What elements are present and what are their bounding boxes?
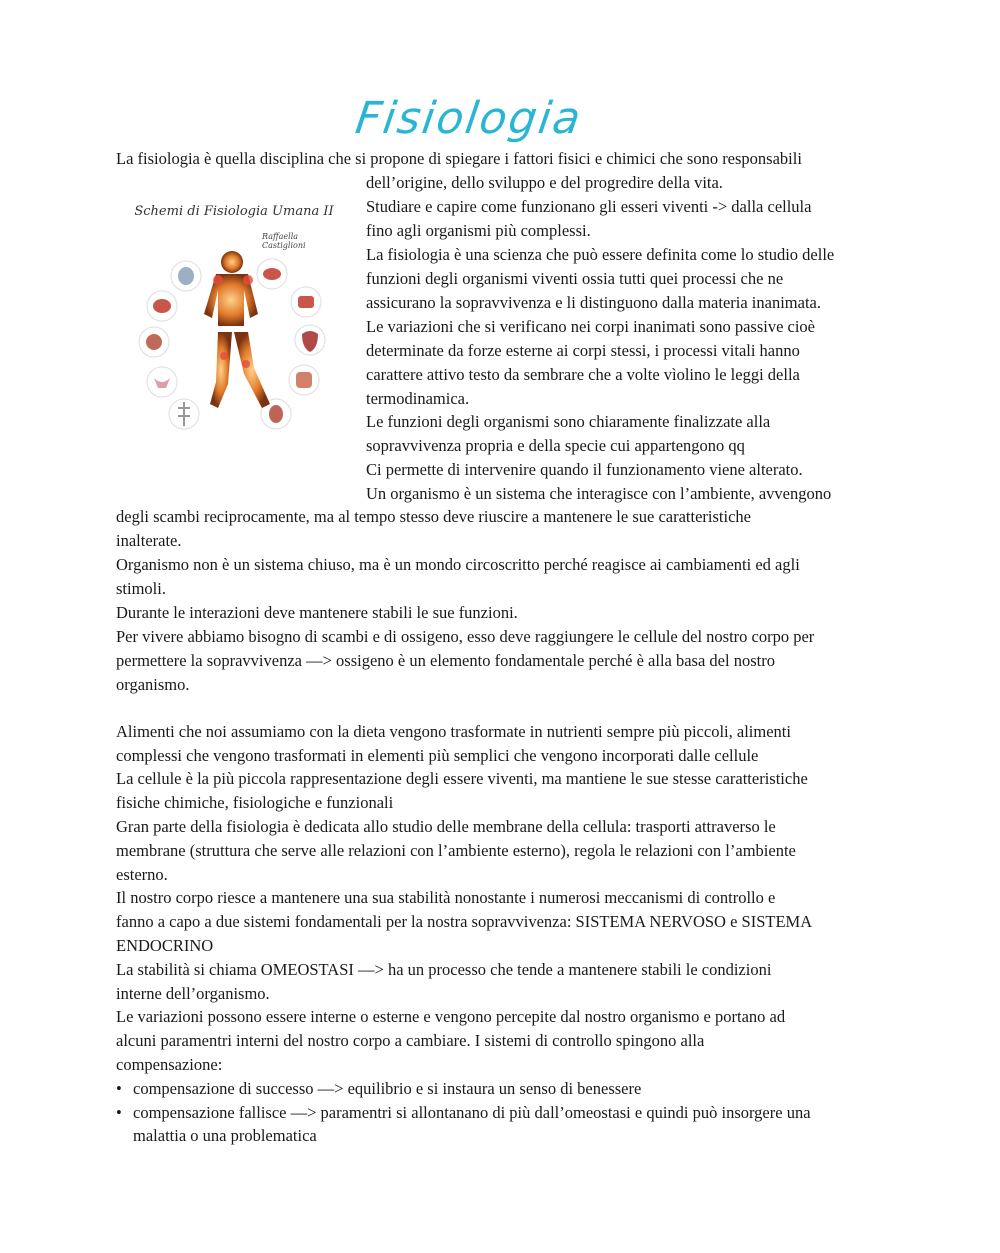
text-line: complessi che vengono trasformati in elementi più semplici che vengono incorporati dalle cellule: [116, 746, 759, 765]
text-line: fanno a capo a due sistemi fondamentali per la nostra sopravvivenza: SISTEMA NERVOSO e SISTEMA: [116, 912, 813, 931]
text-line: funzioni degli organismi viventi ossia tutti quei processi che ne: [366, 269, 784, 288]
anatomy-illustration: [134, 196, 334, 456]
text-line: Il nostro corpo riesce a mantenere una sua stabilità nonostante i numerosi meccanismi di controllo e: [116, 888, 776, 907]
text-line: permettere la sopravvivenza —> ossigeno è un elemento fondamentale perché è alla basa del nostro: [116, 651, 775, 670]
text-line: degli scambi reciprocamente, ma al tempo stesso deve riuscire a mantenere le sue caratteristiche: [116, 507, 751, 526]
text-line: compensazione fallisce —> paramentri si allontanano di più dall’omeostasi e quindi può insorgere una: [133, 1103, 811, 1122]
text-line: malattia o una problematica: [133, 1126, 317, 1145]
bullet-marker: •: [116, 1079, 122, 1098]
text-line: Studiare e capire come funzionano gli esseri viventi -> dalla cellula: [366, 197, 812, 216]
text-line: interne dell’organismo.: [116, 984, 270, 1003]
text-line: La fisiologia è una scienza che può essere definita come lo studio delle: [366, 245, 835, 264]
text-line: La fisiologia è quella disciplina che si propone di spiegare i fattori fisici e chimici che sono responsabili: [116, 149, 802, 168]
text-line: La stabilità si chiama OMEOSTASI —> ha un processo che tende a mantenere stabili le condizioni: [116, 960, 772, 979]
text-line: termodinamica.: [366, 389, 470, 408]
page-title: Fisiologia: [352, 93, 586, 144]
text-line: compensazione di successo —> equilibrio e si instaura un senso di benessere: [133, 1079, 642, 1098]
text-line: compensazione:: [116, 1055, 223, 1074]
text-line: Per vivere abbiamo bisogno di scambi e di ossigeno, esso deve raggiungere le cellule del nostro corpo per: [116, 627, 815, 646]
text-line: alcuni paramentri interni del nostro corpo a cambiare. I sistemi di controllo spingono alla: [116, 1031, 705, 1050]
text-line: fisiche chimiche, fisiologiche e funzionali: [116, 793, 394, 812]
text-line: Durante le interazioni deve mantenere stabili le sue funzioni.: [116, 603, 518, 622]
text-line: Gran parte della fisiologia è dedicata allo studio delle membrane della cellula: trasporti attraverso le: [116, 817, 776, 836]
text-line: dell’origine, dello sviluppo e del progredire della vita.: [366, 173, 723, 192]
text-line: Alimenti che noi assumiamo con la dieta vengono trasformate in nutrienti sempre più piccoli, alimenti: [116, 722, 791, 741]
cover-author: Raffaella Castiglioni: [262, 232, 306, 250]
text-line: esterno.: [116, 865, 168, 884]
text-line: Ci permette di intervenire quando il funzionamento viene alterato.: [366, 460, 803, 479]
text-line: inalterate.: [116, 531, 182, 550]
text-line: assicurano la sopravvivenza e li distinguono dalla materia inanimata.: [366, 293, 821, 312]
text-line: fino agli organismi più complessi.: [366, 221, 591, 240]
text-line: Le variazioni che si verificano nei corpi inanimati sono passive cioè: [366, 317, 816, 336]
cover-title: Schemi di Fisiologia Umana II: [134, 204, 334, 219]
text-line: sopravvivenza propria e della specie cui appartengono qq: [366, 436, 745, 455]
text-line: Le funzioni degli organismi sono chiaramente finalizzate alla: [366, 412, 771, 431]
text-line: Le variazioni possono essere interne o esterne e vengono percepite dal nostro organismo e portano ad: [116, 1007, 786, 1026]
text-line: ENDOCRINO: [116, 936, 214, 955]
book-cover-image: [134, 196, 334, 456]
bullet-marker: •: [116, 1103, 122, 1122]
text-line: stimoli.: [116, 579, 166, 598]
text-line: Organismo non è un sistema chiuso, ma è un mondo circoscritto perché reagisce ai cambiamenti ed agli: [116, 555, 800, 574]
text-line: organismo.: [116, 675, 190, 694]
text-line: La cellule è la più piccola rappresentazione degli essere viventi, ma mantiene le sue stesse caratteristiche: [116, 769, 808, 788]
text-line: determinate da forze esterne ai corpi stessi, i processi vitali hanno: [366, 341, 800, 360]
text-line: carattere attivo testo da sembrare che a volte vìolino le leggi della: [366, 365, 800, 384]
text-line: membrane (struttura che serve alle relazioni con l’ambiente esterno), regola le relazioni con l’ambiente: [116, 841, 796, 860]
text-line: Un organismo è un sistema che interagisce con l’ambiente, avvengono: [366, 484, 832, 503]
